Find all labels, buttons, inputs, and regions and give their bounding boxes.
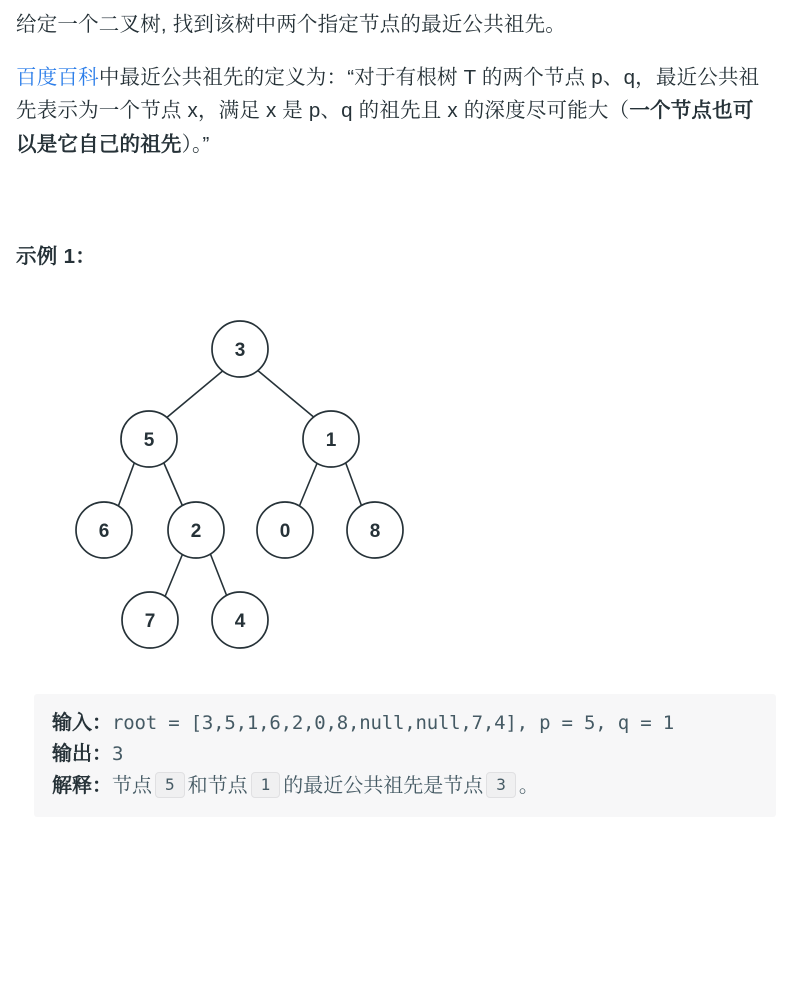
- tree-node-7: [122, 592, 178, 648]
- node-label: 7: [144, 610, 156, 632]
- tree-node-3: [212, 321, 268, 377]
- code-row-output: [52, 739, 760, 771]
- tree-node-5: [121, 411, 177, 467]
- input-value: root = [3,5,1,6,2,0,8,null,null,7,4], p = 5, q = 1: [112, 711, 674, 734]
- input-label: 输入：: [52, 711, 112, 734]
- definition-text-part-2: ）。”: [181, 132, 210, 156]
- code-row-input: [52, 708, 760, 740]
- node-label: 3: [234, 339, 246, 361]
- tree-node-4: [212, 592, 268, 648]
- tree-node-6: [76, 502, 132, 558]
- node-label: 6: [98, 520, 110, 542]
- output-label: 输出：: [52, 743, 112, 766]
- explanation-chip-answer: 3: [486, 772, 516, 798]
- spacer-above-example: [16, 181, 768, 239]
- explanation-part-1: 节点: [112, 775, 152, 797]
- code-row-explanation: [52, 771, 760, 803]
- tree-node-0: [257, 502, 313, 558]
- example-code-block: [34, 694, 776, 817]
- tree-edges: [118, 369, 362, 599]
- explanation-chip-q: 1: [251, 772, 281, 798]
- example-1-heading: 示例 1：: [16, 244, 97, 268]
- edge-3-5: [165, 369, 225, 419]
- explanation-label: 解释：: [52, 775, 112, 797]
- tree-node-2: [168, 502, 224, 558]
- baidu-baike-link[interactable]: 百度百科: [16, 66, 99, 90]
- explanation-part-4: 。: [518, 775, 539, 797]
- tree-node-1: [303, 411, 359, 467]
- edge-5-2: [163, 461, 183, 507]
- edge-1-0: [299, 461, 318, 507]
- explanation-part-3: 的最近公共祖先是节点: [283, 775, 484, 797]
- binary-tree-figure: [20, 307, 768, 672]
- node-label: 4: [234, 610, 246, 632]
- node-label: 8: [369, 520, 381, 542]
- node-label: 2: [190, 520, 202, 542]
- edge-3-1: [256, 369, 316, 419]
- definition-text-part-1: 中最近公共祖先的定义为：“对于有根树 T 的两个节点 p、q，最近公共祖先表示为一个节点 x，满足 x 是 p、q 的祖先且 x 的深度尽可能大（: [16, 66, 760, 123]
- paragraph-definition: [16, 61, 768, 161]
- output-value: 3: [112, 743, 124, 766]
- edge-1-8: [345, 461, 362, 507]
- explanation-chip-p: 5: [155, 772, 185, 798]
- paragraph-problem-statement: 给定一个二叉树, 找到该树中两个指定节点的最近公共祖先。: [16, 13, 566, 36]
- edge-2-4: [210, 553, 228, 599]
- definition-text-bold: 一个节点也可以是它自己的祖先: [16, 99, 754, 156]
- edge-2-7: [164, 553, 183, 599]
- node-label: 1: [325, 429, 337, 451]
- node-label: 5: [143, 429, 155, 451]
- explanation-part-2: 和节点: [187, 775, 248, 797]
- spacer-below-heading: [16, 269, 768, 307]
- edge-5-6: [118, 461, 135, 507]
- node-label: 0: [279, 520, 291, 542]
- binary-tree-diagram: [20, 307, 480, 667]
- tree-node-8: [347, 502, 403, 558]
